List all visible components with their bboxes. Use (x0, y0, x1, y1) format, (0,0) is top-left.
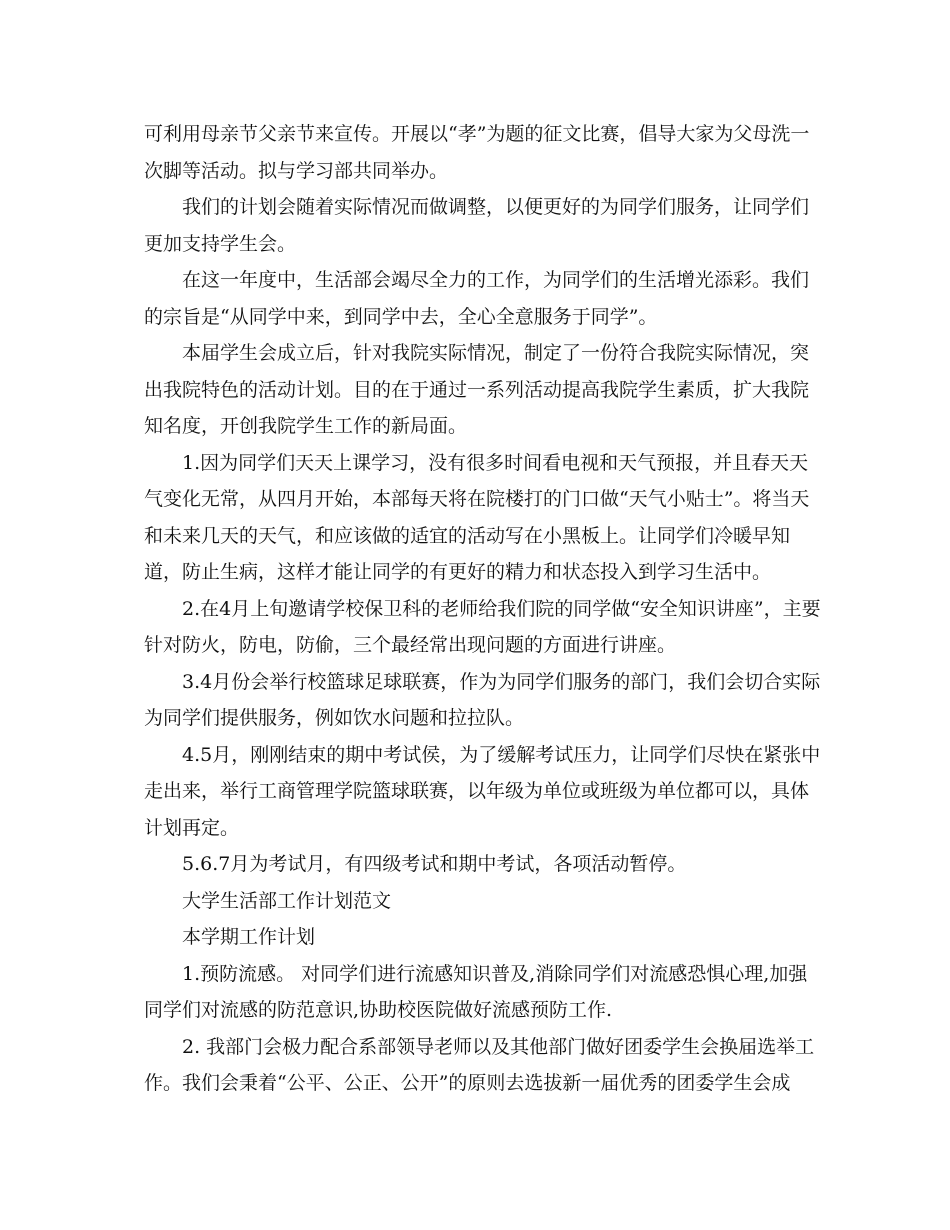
paragraph-line: 计划再定。 (144, 816, 240, 839)
paragraph-mothers-day-promotion (144, 116, 809, 189)
paragraph-line: 道，防止生病，这样才能让同学的有更好的精力和状态投入到学习生活中。 (144, 561, 772, 583)
paragraph-item-weather-tips (144, 445, 809, 591)
paragraph-line: 同学们对流感的防范意识,协助校医院做好流感预防工作. (144, 999, 613, 1021)
paragraph-item-basketball-league (144, 737, 821, 847)
paragraph-item-exam-month (144, 846, 809, 883)
heading-line: 大学生活部工作计划范文 (182, 889, 392, 912)
section-heading-semester-plan (144, 919, 809, 956)
paragraph-line: 和未来几天的天气，和应该做的适宜的活动写在小黑板上。让同学们冷暖早知 (144, 524, 791, 547)
document-body (144, 116, 821, 1102)
paragraph-line: 气变化无常，从四月开始，本部每天将在院楼打的门口做“天气小贴士”。将当天 (144, 488, 810, 510)
paragraph-item-ball-games (144, 664, 821, 737)
paragraph-line: 2. 我部门会极力配合系部领导老师以及其他部门做好团委学生会换届选举工 (182, 1035, 815, 1058)
paragraph-line: 本届学生会成立后，针对我院实际情况，制定了一份符合我院实际情况，突 (182, 342, 810, 364)
paragraph-line: 3.4月份会举行校篮球足球联赛，作为为同学们服务的部门，我们会切合实际 (182, 670, 821, 693)
paragraph-item-safety-lecture (144, 591, 821, 664)
paragraph-line: 在这一年度中，生活部会竭尽全力的工作，为同学们的生活增光添彩。我们 (182, 269, 810, 291)
paragraph-activity-plan-intro (144, 335, 809, 445)
paragraph-line: 的宗旨是“从同学中来，到同学中去，全心全意服务于同学”。 (144, 305, 658, 328)
paragraph-item-election (144, 1029, 815, 1102)
paragraph-line: 1.预防流感。 对同学们进行流感知识普及,消除同学们对流感恐惧心理,加强 (182, 962, 808, 985)
paragraph-plan-adjustment (144, 189, 809, 262)
paragraph-line: 2.在4月上旬邀请学校保卫科的老师给我们院的同学做“安全知识讲座”，主要 (182, 597, 821, 620)
paragraph-line: 更加支持学生会。 (144, 232, 297, 255)
section-heading-sample (144, 883, 809, 920)
paragraph-line: 走出来，举行工商管理学院篮球联赛，以年级为单位或班级为单位都可以，具体 (144, 780, 810, 802)
paragraph-line: 为同学们提供服务，例如饮水问题和拉拉队。 (144, 707, 525, 729)
paragraph-line: 1.因为同学们天天上课学习，没有很多时间看电视和天气预报，并且春天天 (182, 451, 809, 474)
paragraph-department-purpose (144, 262, 809, 335)
paragraph-line: 次脚等活动。拟与学习部共同举办。 (144, 159, 449, 182)
paragraph-line: 4.5月，刚刚结束的期中考试侯，为了缓解考试压力，让同学们尽快在紧张中 (182, 743, 821, 766)
paragraph-line: 我们的计划会随着实际情况而做调整，以便更好的为同学们服务，让同学们 (182, 196, 810, 218)
paragraph-line: 作。我们会秉着“公平、公正、公开”的原则去选拔新一届优秀的团委学生会成 (144, 1072, 791, 1094)
paragraph-item-flu-prevention (144, 956, 809, 1029)
heading-line: 本学期工作计划 (182, 926, 316, 948)
paragraph-line: 5.6.7月为考试月，有四级考试和期中考试，各项活动暂停。 (182, 853, 687, 875)
paragraph-line: 针对防火，防电，防偷，三个最经常出现问题的方面进行讲座。 (144, 634, 677, 656)
paragraph-line: 可利用母亲节父亲节来宣传。开展以“孝”为题的征文比赛，倡导大家为父母洗一 (144, 123, 810, 145)
paragraph-line: 知名度，开创我院学生工作的新局面。 (144, 415, 468, 437)
paragraph-line: 出我院特色的活动计划。目的在于通过一系列活动提高我院学生素质，扩大我院 (144, 378, 810, 401)
